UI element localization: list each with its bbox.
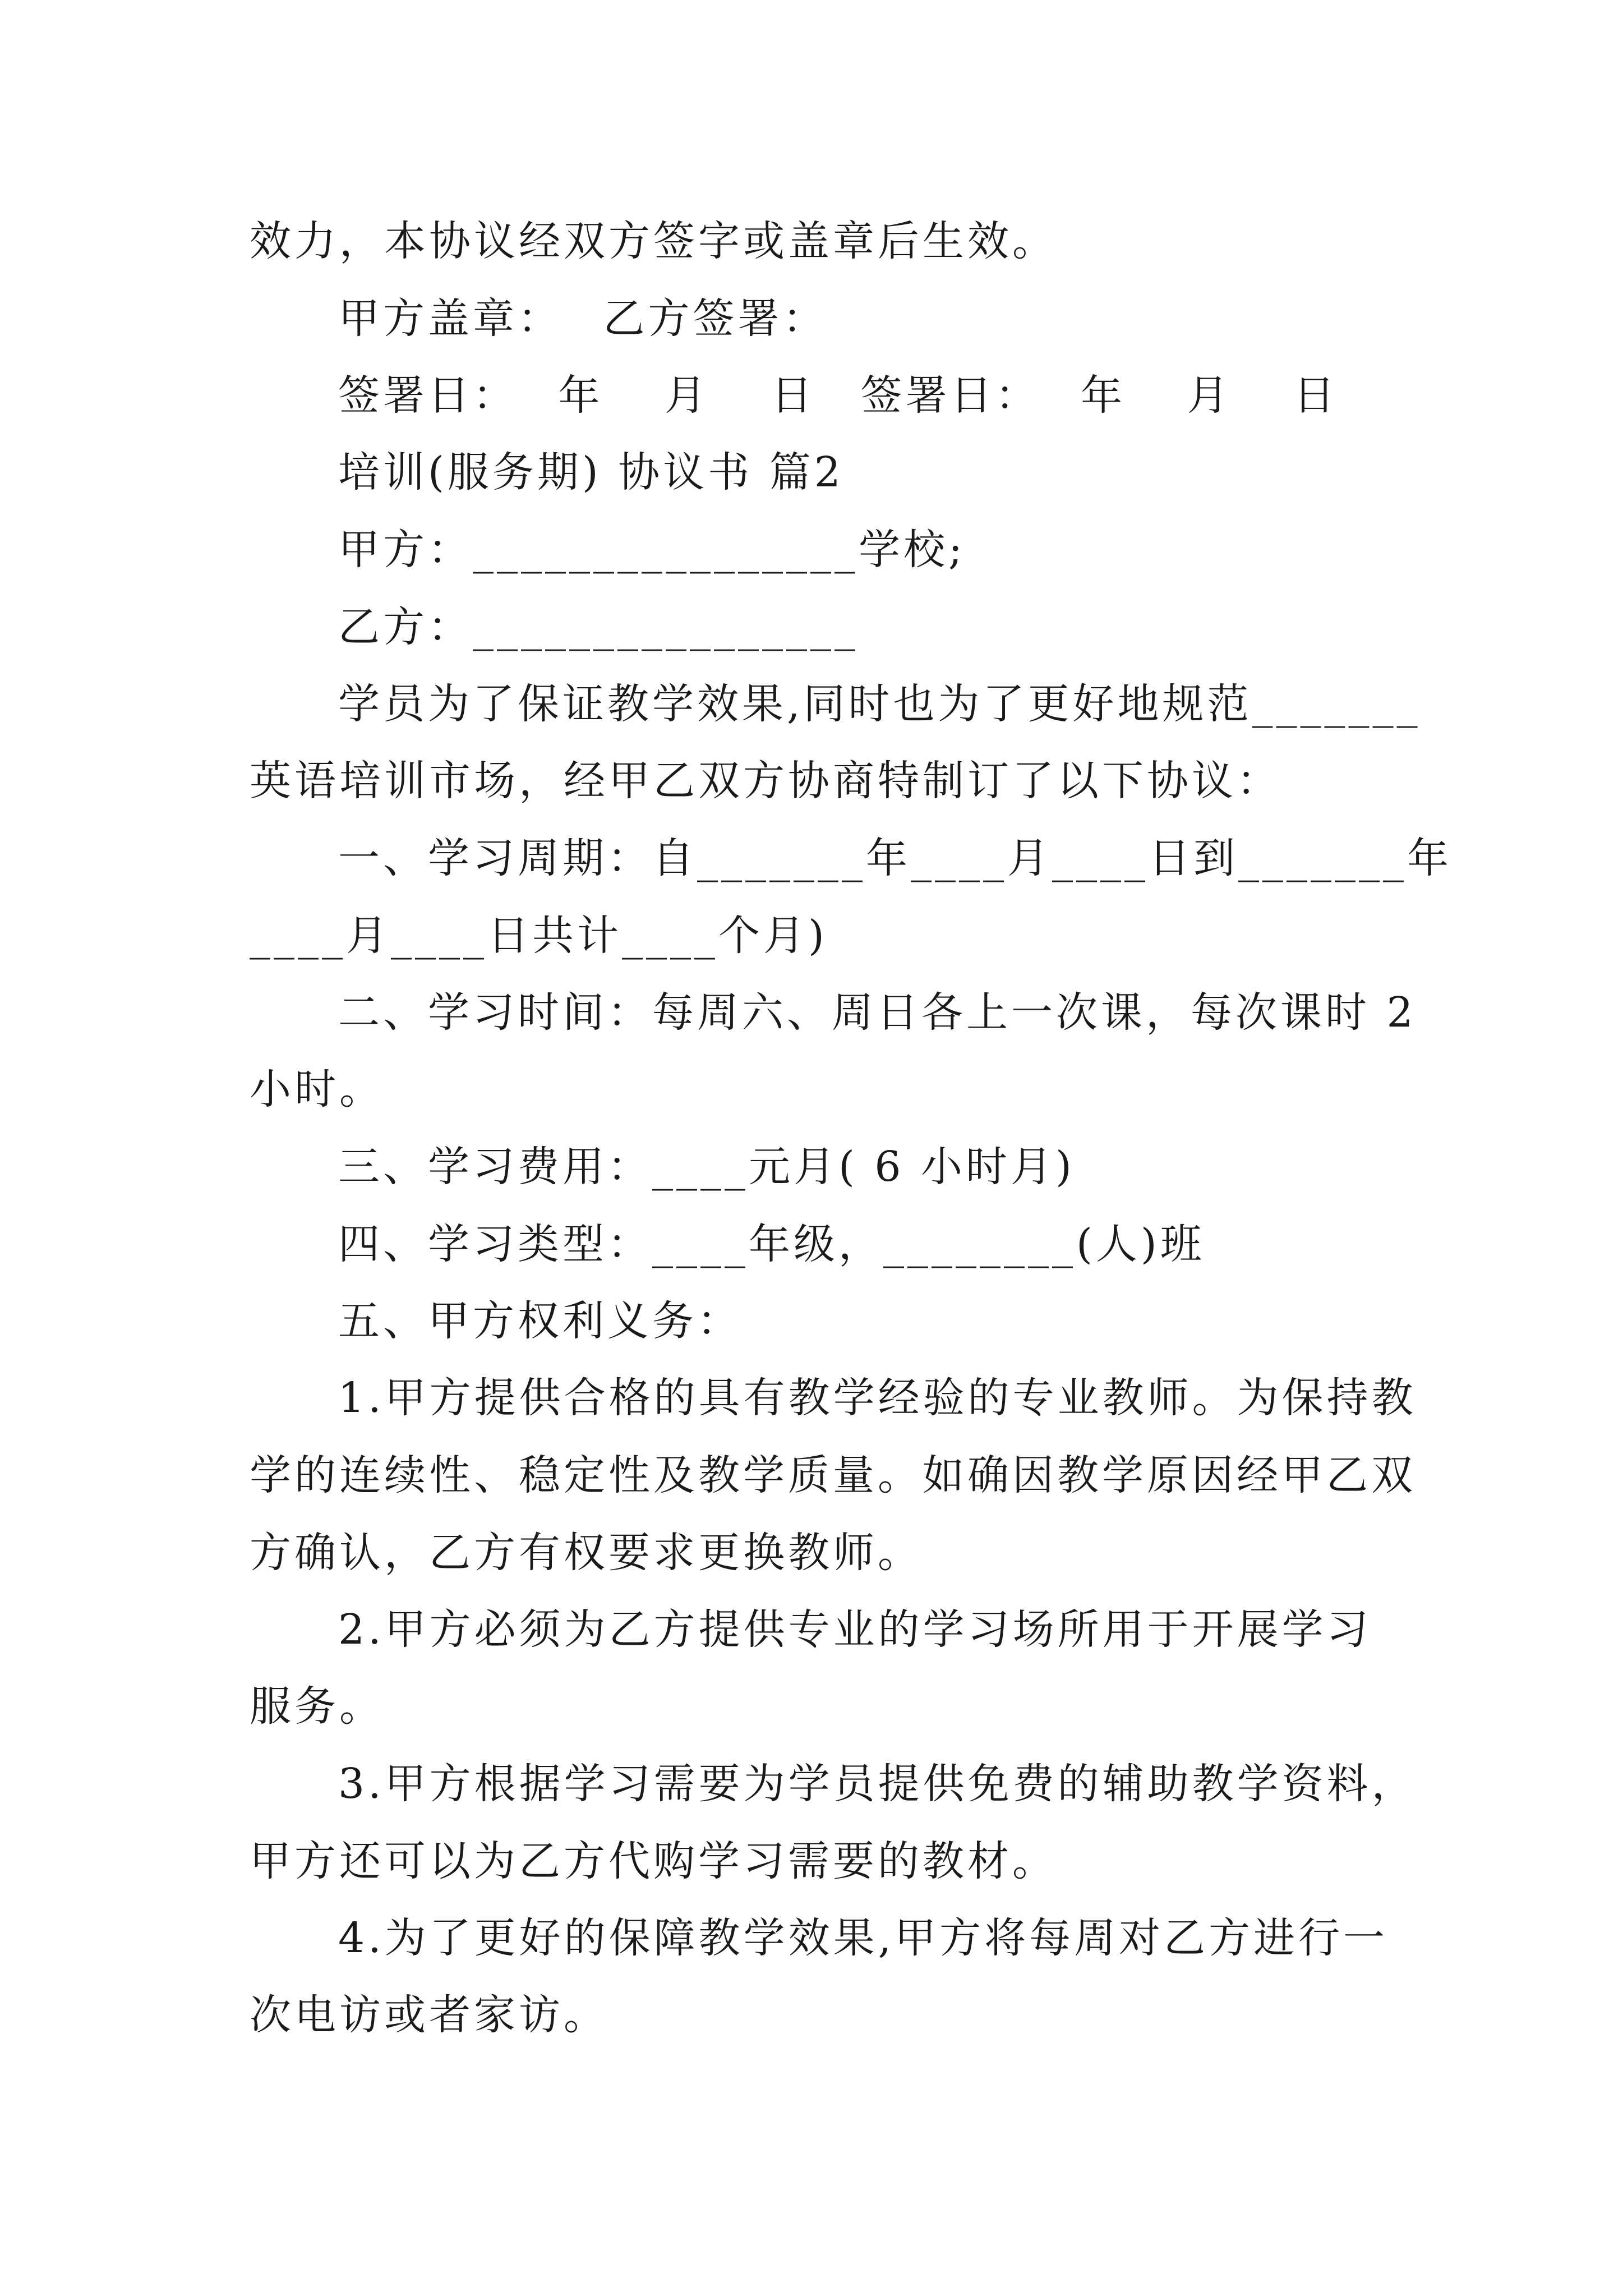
text-line: 效力，本协议经双方签字或盖章后生效。 xyxy=(250,217,1057,265)
text-line: 3.甲方根据学习需要为学员提供免费的辅助教学资料， xyxy=(338,1760,1417,1808)
text-line: 三、学习费用：____元月( 6 小时月) xyxy=(338,1143,1075,1191)
text-line: 二、学习时间：每周六、周日各上一次课，每次课时 2 xyxy=(338,988,1417,1037)
text-line: 方确认，乙方有权要求更换教师。 xyxy=(250,1529,923,1577)
text-line: 2.甲方必须为乙方提供专业的学习场所用于开展学习 xyxy=(338,1605,1372,1654)
text-line: 甲方盖章： 乙方签署： xyxy=(338,295,828,343)
text-line: 五、甲方权利义务： xyxy=(338,1297,742,1345)
text-line: 甲方：________________学校; xyxy=(338,526,966,574)
text-line: 甲方还可以为乙方代购学习需要的教材。 xyxy=(250,1837,1057,1885)
text-line: 服务。 xyxy=(250,1682,384,1731)
text-line: ____月____日共计____个月) xyxy=(250,912,828,960)
text-line: 1.甲方提供合格的具有教学经验的专业教师。为保持教 xyxy=(338,1374,1417,1422)
text-line: 签署日： 年 月 日 签署日： 年 月 日 xyxy=(338,371,1339,420)
text-line: 4.为了更好的保障教学效果,甲方将每周对乙方进行一 xyxy=(338,1914,1389,1962)
text-line: 小时。 xyxy=(250,1065,384,1114)
text-line: 一、学习周期：自_______年____月____日到_______年 xyxy=(338,834,1452,882)
section-heading: 培训(服务期) 协议书 篇2 xyxy=(338,448,844,496)
text-line: 乙方：________________ xyxy=(338,603,859,651)
text-line: 次电访或者家访。 xyxy=(250,1991,608,2039)
text-line: 学员为了保证教学效果,同时也为了更好地规范_______ xyxy=(338,680,1421,728)
text-line: 英语培训市场，经甲乙双方协商特制订了以下协议： xyxy=(250,757,1281,805)
text-line: 四、学习类型：____年级，________(人)班 xyxy=(338,1220,1205,1268)
text-line: 学的连续性、稳定性及教学质量。如确因教学原因经甲乙双 xyxy=(250,1451,1416,1499)
